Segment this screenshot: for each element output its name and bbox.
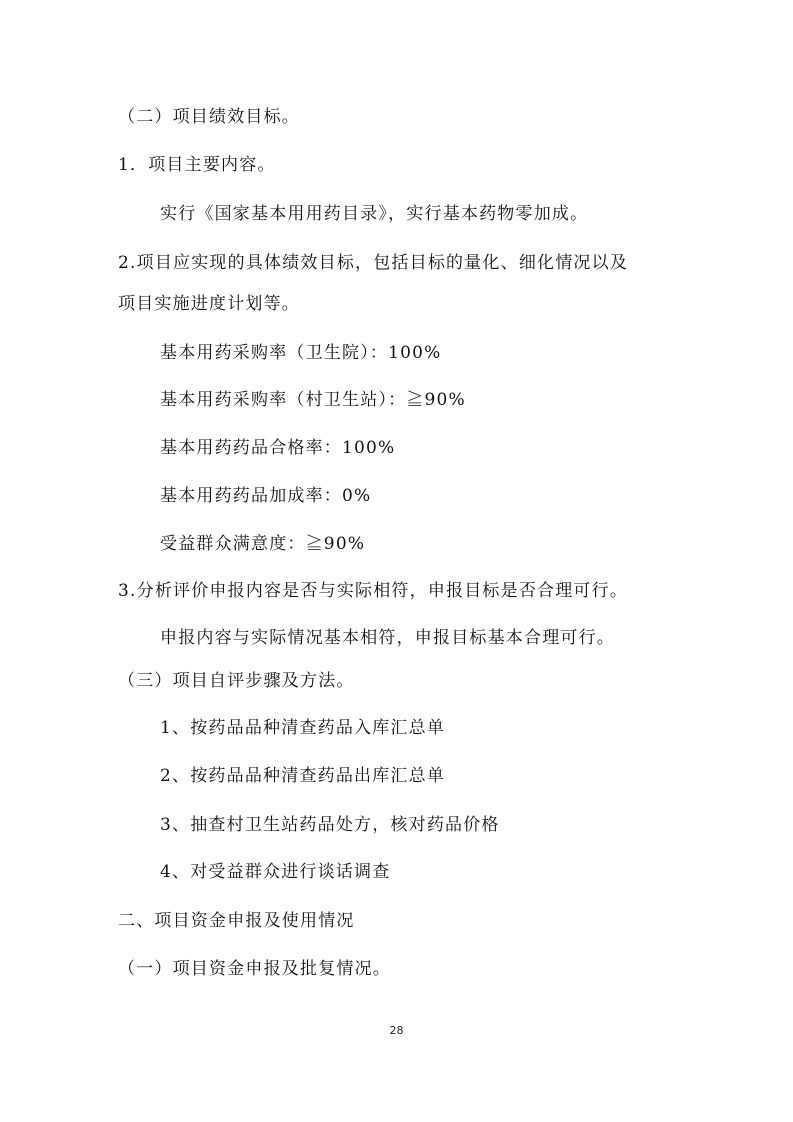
- subheading-performance-targets: 2.项目应实现的具体绩效目标，包括目标的量化、细化情况以及: [118, 253, 629, 273]
- step-item-1: 1、按药品品种清查药品入库汇总单: [160, 718, 446, 738]
- section-heading-self-evaluation: （三）项目自评步骤及方法。: [118, 671, 355, 691]
- step-item-3: 3、抽查村卫生站药品处方，核对药品价格: [160, 815, 500, 835]
- chapter-heading-funding: 二、项目资金申报及使用情况: [118, 911, 355, 931]
- page-number: 28: [389, 1024, 404, 1037]
- subheading-analysis: 3.分析评价申报内容是否与实际相符，申报目标是否合理可行。: [118, 581, 629, 601]
- step-item-4: 4、对受益群众进行谈话调查: [160, 862, 391, 882]
- target-item-purchase-rate-hospital: 基本用药采购率（卫生院）：100%: [160, 343, 442, 363]
- step-item-2: 2、按药品品种清查药品出库汇总单: [160, 766, 446, 786]
- paragraph-main-content: 实行《国家基本用用药目录》，实行基本药物零加成。: [160, 204, 589, 224]
- target-item-pass-rate: 基本用药药品合格率：100%: [160, 438, 396, 458]
- subheading-main-content: 1．项目主要内容。: [118, 155, 276, 175]
- section-heading-funding-approval: （一）项目资金申报及批复情况。: [118, 959, 391, 979]
- target-item-satisfaction: 受益群众满意度：≧90%: [160, 534, 366, 554]
- subheading-performance-targets-cont: 项目实施进度计划等。: [118, 294, 300, 314]
- paragraph-analysis: 申报内容与实际情况基本相符，申报目标基本合理可行。: [160, 628, 615, 648]
- section-heading-performance-goals: （二）项目绩效目标。: [118, 107, 300, 127]
- target-item-purchase-rate-village: 基本用药采购率（村卫生站）：≧90%: [160, 390, 466, 410]
- target-item-markup-rate: 基本用药药品加成率：0%: [160, 486, 372, 506]
